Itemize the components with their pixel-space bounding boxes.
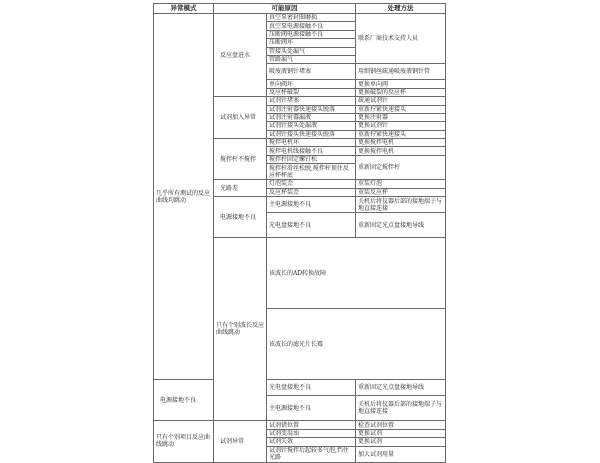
header-method: 处理方法 bbox=[356, 4, 446, 14]
method-cell: 检查试剂位置 bbox=[356, 421, 446, 429]
cause-cell: 搅拌杆固定螺钉松 bbox=[267, 155, 356, 163]
method-cell: 加大试剂用量 bbox=[356, 446, 446, 462]
cause-cell: 试剂变混浊 bbox=[267, 429, 356, 437]
method-cell: 重新拧紧快速接头 bbox=[356, 105, 446, 113]
method-cell: 用细钢丝疏通吸废液钢针管 bbox=[356, 64, 446, 80]
cause-cell: 真空泵密封圈磨损 bbox=[267, 14, 356, 22]
header-cause: 可能原因 bbox=[214, 4, 356, 14]
cause-cell: 压断阀电源接触不良 bbox=[267, 30, 356, 38]
cause-cell: 搅拌电机线接触不良 bbox=[267, 147, 356, 155]
reagent-abnormal-label: 试剂异常 bbox=[214, 421, 267, 462]
cause-cell: 主电源接地不良 bbox=[267, 197, 356, 213]
method-cell: 重装灯泡 bbox=[356, 180, 446, 188]
method-cell: 更换破裂的反应杯 bbox=[356, 88, 446, 96]
method-cell: 更换单向阀 bbox=[356, 80, 446, 88]
cause-cell: 吸废液钢针堵塞 bbox=[267, 64, 356, 80]
method-cell: 关机后将仪器后部的接地端子与地直接连接 bbox=[356, 396, 446, 421]
cause-cell: 单向阀坏 bbox=[267, 80, 356, 88]
cause-cell: 试剂注射器快速接头脱落 bbox=[267, 105, 356, 113]
cause-cell: 管接头处漏气 bbox=[267, 47, 356, 55]
table-row bbox=[154, 421, 446, 429]
cause-cell: 管路漏气 bbox=[267, 55, 356, 63]
method-cell: 更换注射器 bbox=[356, 113, 446, 121]
method-cell: 重新固定光点盘接地导线 bbox=[356, 213, 446, 238]
light-label: 光路差 bbox=[214, 180, 267, 197]
cause-cell: 反应杯装歪 bbox=[267, 188, 356, 196]
cause-cell: 试剂失效 bbox=[267, 438, 356, 446]
method-cell: 疏通试剂针 bbox=[356, 97, 446, 105]
group3-mode: 只有个别项目反应曲线跳动 bbox=[154, 421, 214, 462]
method-cell: 更换试剂 bbox=[356, 438, 446, 446]
method-cell: 关机后将仪器后部的接地端子与地直接连接 bbox=[356, 197, 446, 213]
reaction-water-label: 反应盘进水 bbox=[214, 14, 267, 97]
method-cell: 更换搅拌电机 bbox=[356, 139, 446, 147]
ground-label: 电源接地不良 bbox=[214, 197, 267, 238]
method-cell: 更换试剂 bbox=[356, 429, 446, 437]
cause-cell: 试剂针接头处漏液 bbox=[267, 122, 356, 130]
cause-cell: 试剂注射器漏液 bbox=[267, 113, 356, 121]
cause-cell: 灯泡装歪 bbox=[267, 180, 356, 188]
cause-cell: 搅拌电机坏 bbox=[267, 139, 356, 147]
cause-cell: 试剂针堵塞 bbox=[267, 97, 356, 105]
cause-cell: 真空泵电源接触不良 bbox=[267, 22, 356, 30]
cause-cell: 试剂针搅拌后起较多气泡,挡住光路 bbox=[267, 446, 356, 462]
cause-cell: 该波长的AD转换故障 bbox=[267, 238, 446, 309]
reagent-add-label: 试剂加入异常 bbox=[214, 97, 267, 139]
cause-cell: 反应杯破裂 bbox=[267, 88, 356, 96]
cause-cell: 搅拌杆滑丝松脱,搅拌杆顶住反应杯杯底 bbox=[267, 164, 356, 180]
table-row bbox=[154, 380, 446, 396]
method-cell: 更换搅拌电机 bbox=[356, 147, 446, 155]
cause-cell: 光电盘接地不良 bbox=[267, 380, 356, 396]
header-mode: 异常模式 bbox=[154, 4, 214, 14]
cause-cell: 主电源接地不良 bbox=[267, 396, 356, 421]
cause-cell: 光电盘接地不良 bbox=[267, 213, 356, 238]
method-cell: 重新拧紧快速接头 bbox=[356, 130, 446, 138]
table-header-row bbox=[154, 4, 446, 14]
method-cell: 联系厂商技术支持人员 bbox=[356, 14, 446, 64]
table-row bbox=[154, 14, 446, 22]
cause-cell: 该波长的滤光片长霉 bbox=[267, 309, 446, 380]
method-cell: 重新固定光点盘接地导线 bbox=[356, 380, 446, 396]
fault-table bbox=[153, 3, 446, 463]
group2-mode: 只有个别波长反应曲线跳动 bbox=[214, 238, 267, 421]
group2-ground-label: 电源接地不良 bbox=[154, 380, 214, 421]
cause-cell: 试剂针接头快速接头脱落 bbox=[267, 130, 356, 138]
cause-cell: 试剂错位置 bbox=[267, 421, 356, 429]
stir-label: 搅拌杆不搅拌 bbox=[214, 139, 267, 180]
cause-cell: 压断阀坏 bbox=[267, 39, 356, 47]
method-cell: 更换试剂针 bbox=[356, 122, 446, 130]
method-cell: 重装反应杯 bbox=[356, 188, 446, 196]
method-cell: 重新固定搅拌杆 bbox=[356, 155, 446, 179]
group1-mode: 几乎所有测试的反应曲线均跳动 bbox=[154, 14, 214, 380]
